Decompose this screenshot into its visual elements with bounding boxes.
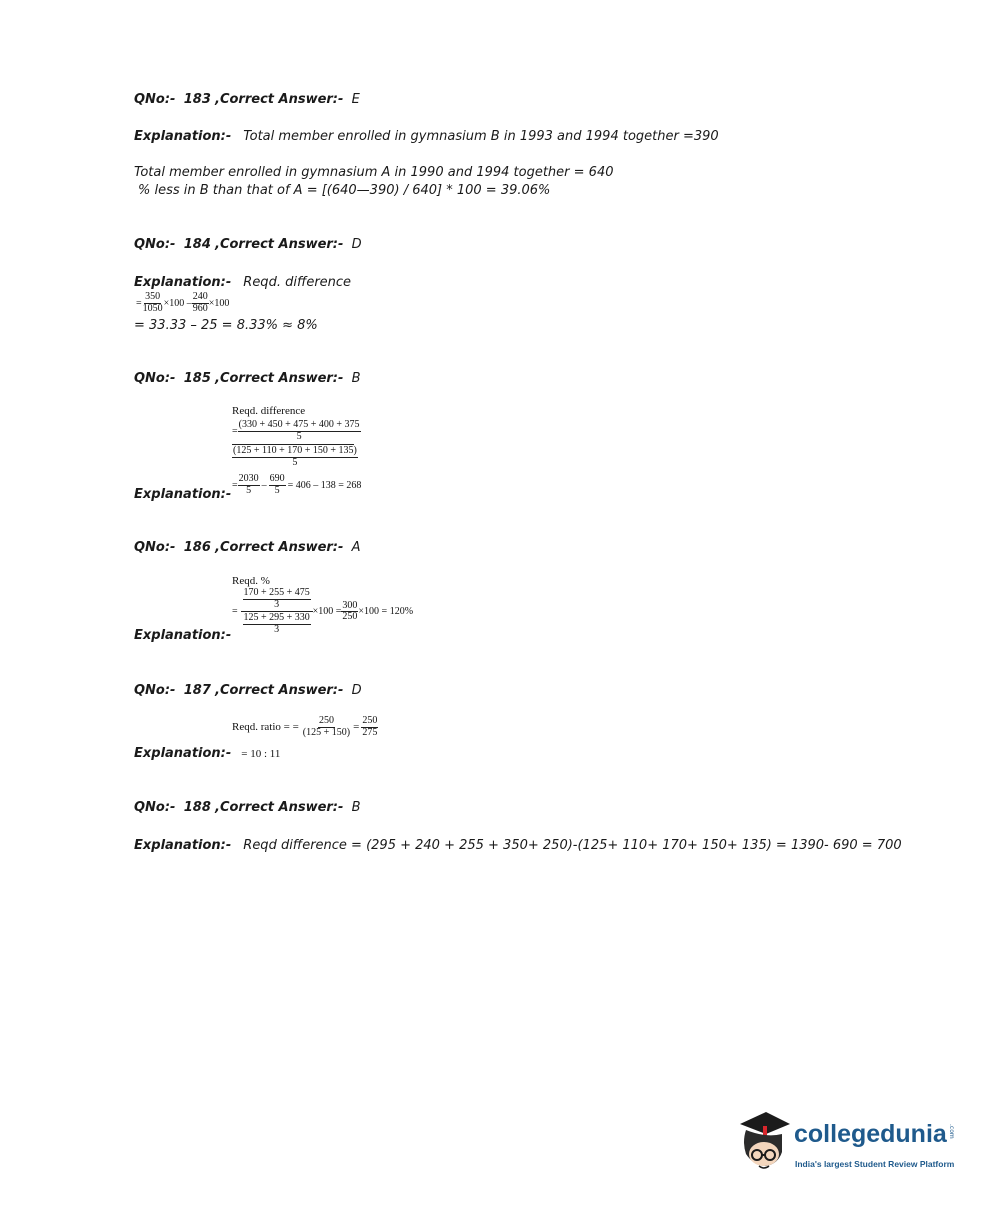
formula-187-result: = 10 : 11 <box>241 747 281 760</box>
student-mascot-icon <box>736 1108 792 1178</box>
logo-suffix: .com <box>947 1124 955 1139</box>
explanation-label: Explanation:- <box>134 487 232 502</box>
formula-184: = $\frac{350}{1050}$ ×100 – $\frac{240}{960}$ ×100 <box>136 291 230 314</box>
formula-185-result: = $\frac{2030}{5}$ – $\frac{690}{5}$ = 406 – 138 = 268 <box>232 473 362 496</box>
logo-wordmark: collegedunia <box>794 1120 947 1148</box>
formula-head: Reqd. difference <box>232 405 306 417</box>
explanation-label: Explanation:- <box>134 838 232 853</box>
formula-187: Reqd. ratio = = $\frac{250}{(125 + 150)}$ = $\frac{250}{275}$ <box>232 715 378 738</box>
collegedunia-logo <box>736 1108 966 1178</box>
question-header-187: QNo:- 187 ,Correct Answer:- D <box>134 683 362 698</box>
question-header-183: QNo:- 183 ,Correct Answer:- E <box>134 92 360 107</box>
formula-186: = $\frac{170 + 255 + 475}{3}$ $\frac{125 + 295 + 330}{3}$ ×100 = $\frac{300}{250}$ ×100 = 120% <box>232 587 414 635</box>
logo-tagline: India's largest Student Review Platform <box>795 1159 955 1169</box>
question-header-185: QNo:- 185 ,Correct Answer:- B <box>134 371 361 386</box>
question-header-184: QNo:- 184 ,Correct Answer:- D <box>134 237 362 252</box>
explanation-label: Explanation:- <box>134 275 232 290</box>
explanation-text: Total member enrolled in gymnasium B in 1993 and 1994 together =390 <box>243 129 719 144</box>
explanation-text: Reqd. difference <box>243 275 352 290</box>
explanation-label: Explanation:- <box>134 746 232 761</box>
formula-185-compound: = $\frac{(330 + 450 + 475 + 400 + 375}{5}$ $\frac{(125 + 110 + 170 + 150 + 135)}{5}$ <box>232 419 360 468</box>
explanation-label: Explanation:- <box>134 628 232 643</box>
formula-head: Reqd. % <box>232 575 270 587</box>
explanation-label: Explanation:- <box>134 129 232 144</box>
explanation-text: Total member enrolled in gymnasium A in 1990 and 1994 together = 640 <box>134 165 614 180</box>
question-header-186: QNo:- 186 ,Correct Answer:- A <box>134 540 361 555</box>
explanation-text: Reqd difference = (295 + 240 + 255 + 350+ 250)-(125+ 110+ 170+ 150+ 135) = 1390- 690 = 700 <box>243 838 902 853</box>
explanation-text: = 33.33 – 25 = 8.33% ≈ 8% <box>134 318 318 333</box>
question-header-188: QNo:- 188 ,Correct Answer:- B <box>134 800 361 815</box>
explanation-text: % less in B than that of A = [(640—390) / 640] * 100 = 39.06% <box>138 183 551 198</box>
